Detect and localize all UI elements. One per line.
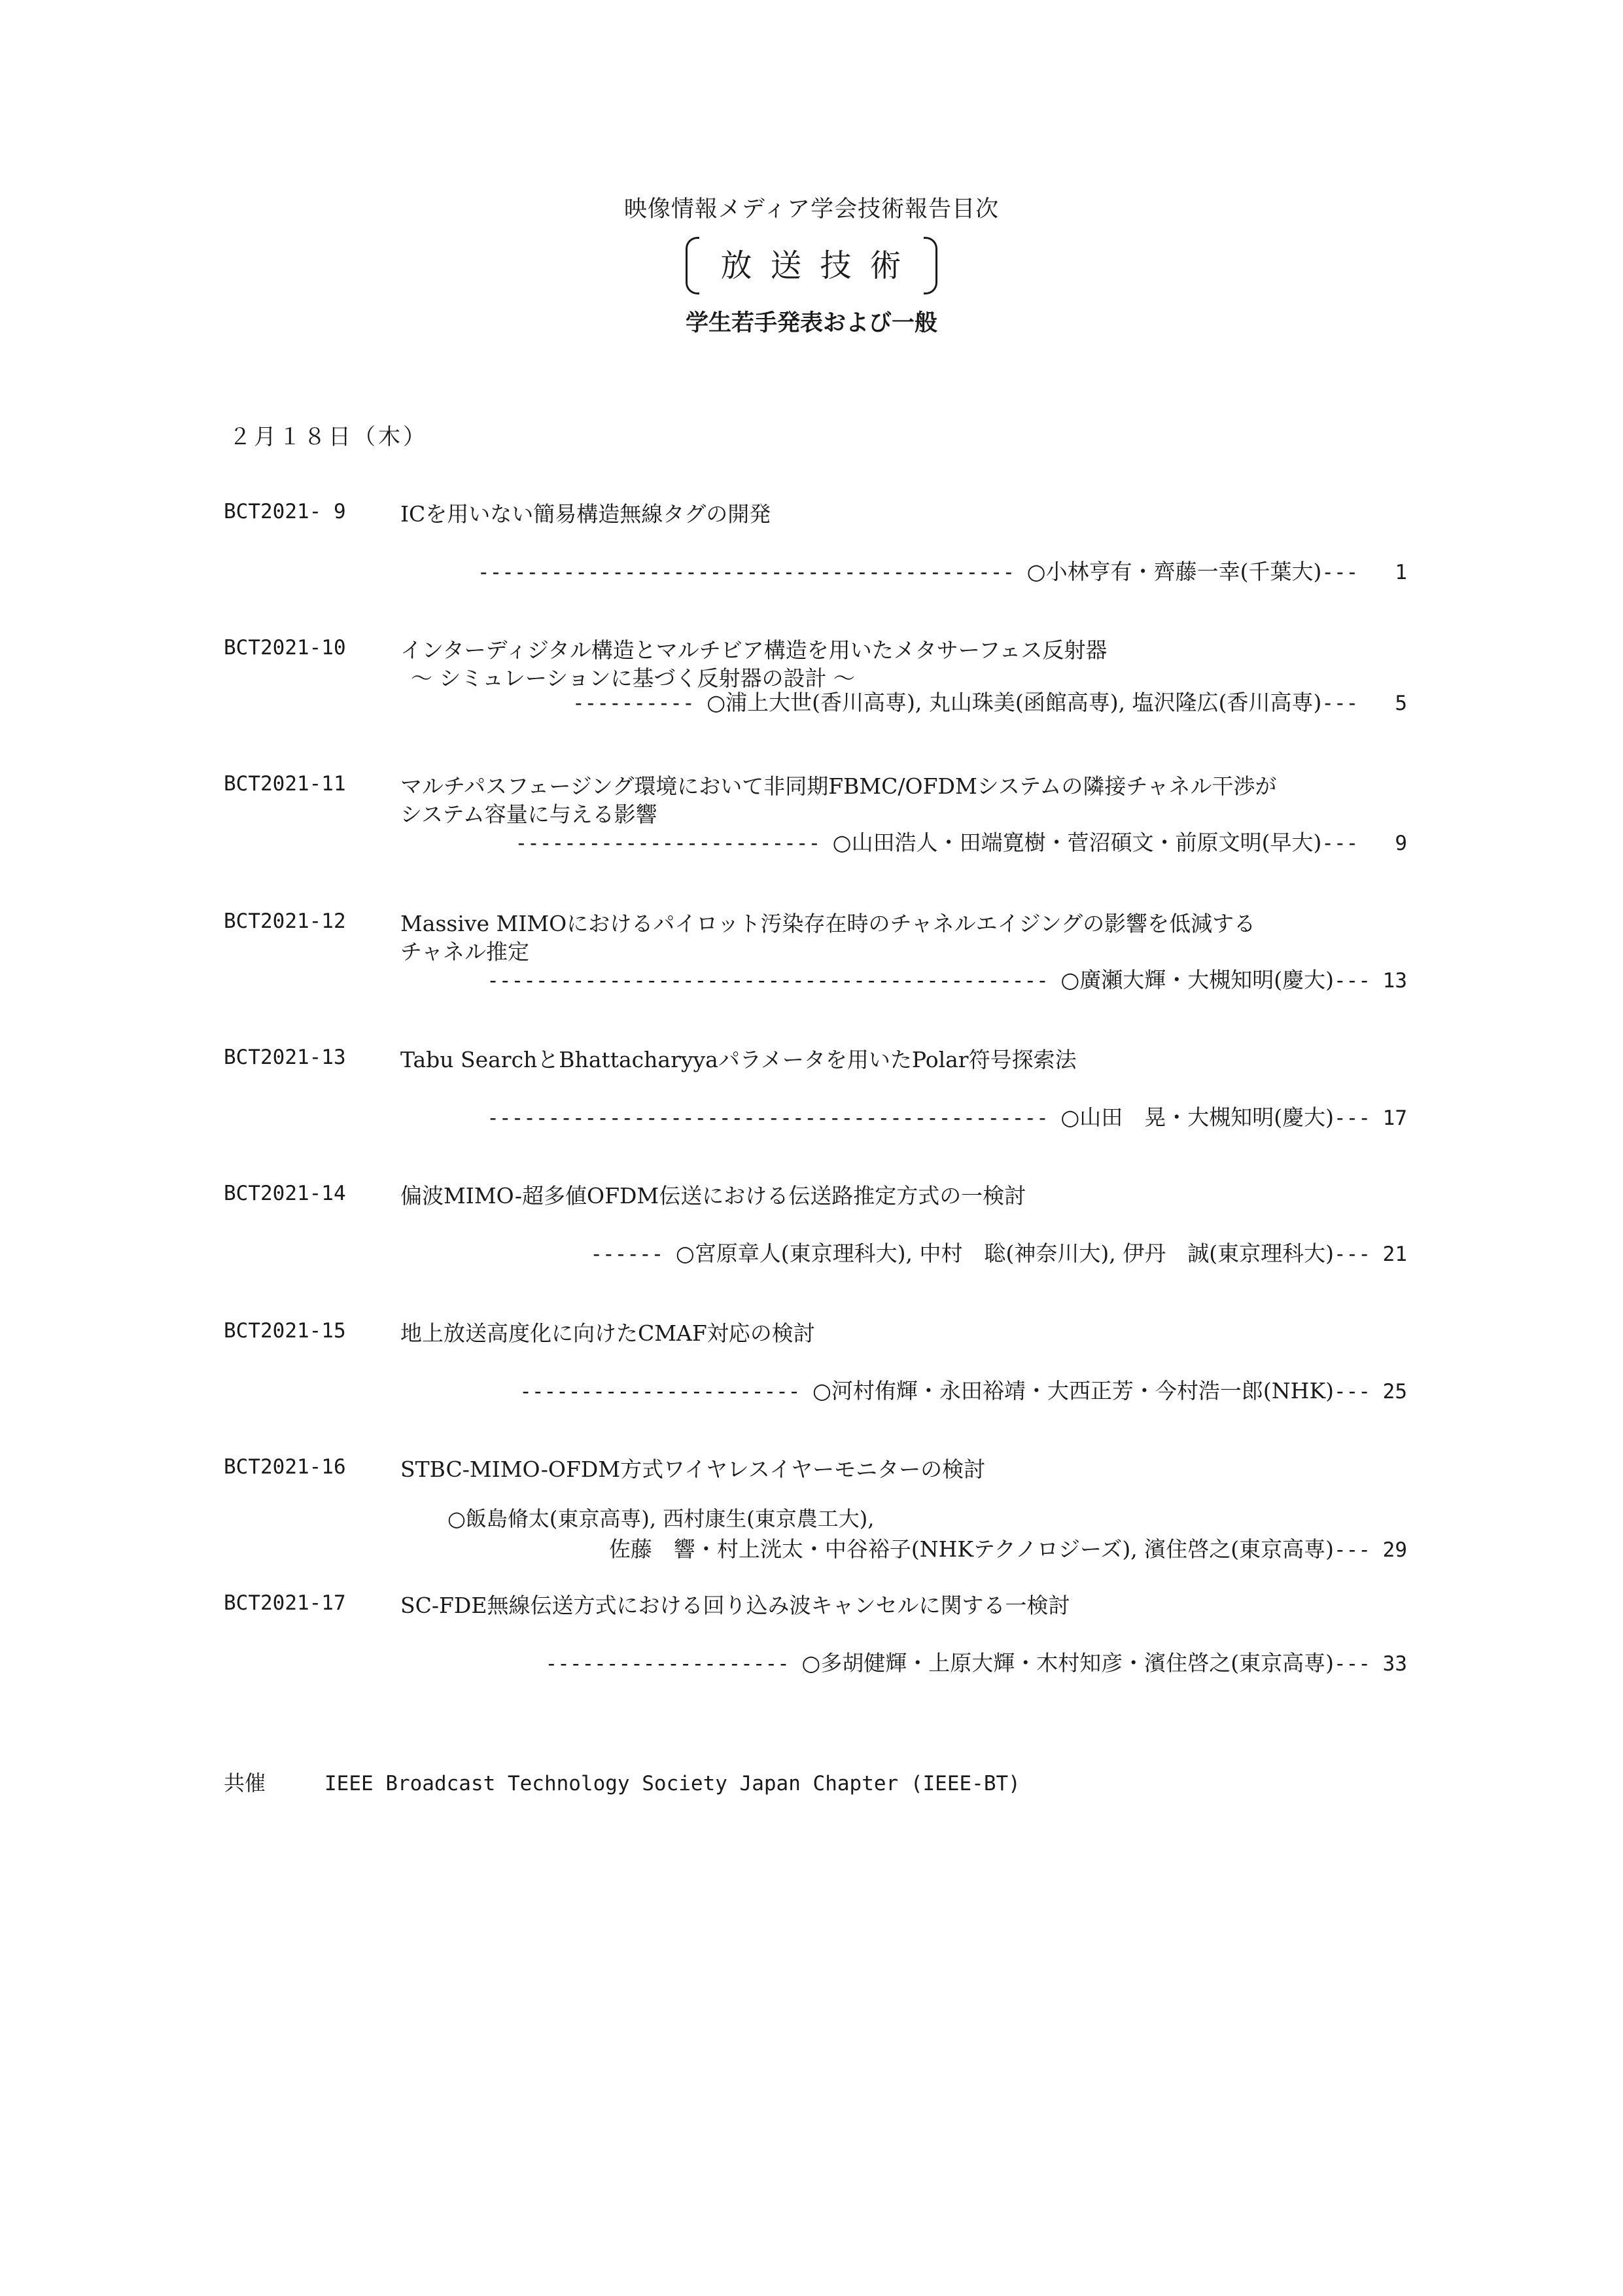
report-code: BCT2021-11 [224, 772, 346, 796]
trail-leader: --- [1334, 1538, 1370, 1562]
title-line: SC-FDE無線伝送方式における回り込み波キャンセルに関する一検討 [400, 1593, 1070, 1618]
report-code: BCT2021- 9 [224, 500, 346, 523]
title-line: 地上放送高度化に向けたCMAF対応の検討 [400, 1320, 815, 1346]
author-line [515, 826, 1407, 857]
title-line: ～ シミュレーションに基づく反射器の設計 ～ [411, 665, 855, 691]
report-title [400, 1319, 815, 1347]
author-line [478, 555, 1407, 586]
authors: ○宮原章人(東京理科大), 中村 聡(神奈川大), 伊丹 誠(東京理科大) [675, 1241, 1334, 1266]
title-line: 偏波MIMO-超多値OFDM伝送における伝送路推定方式の一検討 [400, 1183, 1026, 1209]
title-line: システム容量に与える影響 [400, 802, 657, 827]
report-code: BCT2021-12 [224, 910, 346, 933]
page-number: 13 [1382, 969, 1407, 993]
author-line [572, 686, 1407, 716]
author-line [609, 1532, 1407, 1563]
report-code: BCT2021-16 [224, 1455, 346, 1479]
authors: ○飯島脩太(東京高専), 西村康生(東京農工大), [447, 1506, 875, 1531]
dot-leader: ---------------------------------------------- [487, 1106, 1049, 1130]
authors: ○浦上大世(香川高専), 丸山珠美(函館高専), 塩沢隆広(香川高専) [707, 690, 1322, 715]
authors: ○山田 晃・大槻知明(慶大) [1060, 1104, 1334, 1130]
co-sponsor-organization: IEEE Broadcast Technology Society Japan Chapter (IEEE-BT) [324, 1772, 1021, 1795]
title-line: Massive MIMOにおけるパイロット汚染存在時のチャネルエイジングの影響を低減する [400, 911, 1256, 936]
page-number: 29 [1382, 1538, 1407, 1562]
report-title [400, 500, 771, 528]
session-subtitle: 学生若手発表および一般 [685, 310, 937, 336]
report-code: BCT2021-15 [224, 1319, 346, 1343]
trail-leader: --- [1334, 1652, 1370, 1676]
title-line: チャネル推定 [400, 939, 530, 964]
co-sponsor-label: 共催 [224, 1771, 266, 1795]
page-number: 17 [1382, 1106, 1407, 1130]
authors: ○多胡健輝・上原大輝・木村知彦・濱住啓之(東京高専) [801, 1650, 1334, 1676]
report-title [400, 636, 1107, 692]
trail-leader: --- [1321, 832, 1359, 855]
authors: 佐藤 響・村上洸太・中谷裕子(NHKテクノロジーズ), 濱住啓之(東京高専) [608, 1536, 1334, 1562]
title-line: マルチパスフェージング環境において非同期FBMC/OFDMシステムの隣接チャネル干渉が [400, 773, 1277, 799]
dot-leader: ---------- [572, 692, 695, 715]
report-title [400, 1591, 1070, 1619]
co-sponsor [224, 1767, 1021, 1797]
journal-title: 映像情報メディア学会技術報告目次 [623, 196, 1000, 222]
trail-leader: --- [1334, 1380, 1370, 1404]
session-date: ２月１８日（木） [229, 424, 428, 450]
dot-leader: -------------------- [545, 1652, 790, 1676]
report-code: BCT2021-17 [224, 1591, 346, 1615]
page-number: 9 [1395, 832, 1407, 855]
trail-leader: --- [1334, 969, 1370, 993]
report-title [400, 1182, 1026, 1210]
report-title [400, 910, 1255, 966]
dot-leader: ------------------------- [515, 832, 821, 855]
author-line [487, 1101, 1407, 1131]
authors: ○山田浩人・田端寛樹・菅沼碩文・前原文明(早大) [832, 830, 1322, 855]
dot-leader: ---------------------------------------------- [487, 969, 1049, 993]
author-line [590, 1237, 1407, 1267]
dot-leader: ------ [590, 1243, 664, 1266]
page-number: 1 [1395, 561, 1407, 584]
section-title: 放送技術 [720, 247, 920, 284]
title-line: Tabu SearchとBhattacharyyaパラメータを用いたPolar符号探索法 [400, 1047, 1077, 1072]
left-bracket [686, 237, 699, 294]
trail-leader: --- [1321, 561, 1359, 584]
title-line: インターディジタル構造とマルチビア構造を用いたメタサーフェス反射器 [400, 637, 1108, 663]
author-line [546, 1646, 1408, 1677]
dot-leader: -------------------------------------------- [477, 561, 1015, 584]
page-number: 5 [1395, 692, 1407, 715]
author-line [519, 1374, 1407, 1405]
authors: ○小林亨有・齊藤一幸(千葉大) [1026, 559, 1322, 584]
report-title [400, 1455, 985, 1483]
page-number: 33 [1382, 1652, 1407, 1676]
trail-leader: --- [1334, 1106, 1370, 1130]
report-title [400, 772, 1276, 828]
trail-leader: --- [1334, 1243, 1370, 1266]
right-bracket [924, 237, 937, 294]
authors: ○河村侑輝・永田裕靖・大西正芳・今村浩一郎(NHK) [812, 1378, 1334, 1404]
dot-leader: ----------------------- [519, 1380, 801, 1404]
page-number: 25 [1382, 1380, 1407, 1404]
trail-leader: --- [1321, 692, 1359, 715]
section-heading [0, 237, 1623, 294]
report-title [400, 1046, 1077, 1074]
title-line: STBC-MIMO-OFDM方式ワイヤレスイヤーモニターの検討 [400, 1457, 986, 1482]
report-code: BCT2021-14 [224, 1182, 346, 1205]
author-line [487, 963, 1407, 994]
authors: ○廣瀬大輝・大槻知明(慶大) [1060, 967, 1334, 993]
report-code: BCT2021-10 [224, 636, 346, 660]
page-number: 21 [1382, 1243, 1407, 1266]
title-line: ICを用いない簡易構造無線タグの開発 [400, 501, 771, 527]
report-code: BCT2021-13 [224, 1046, 346, 1069]
